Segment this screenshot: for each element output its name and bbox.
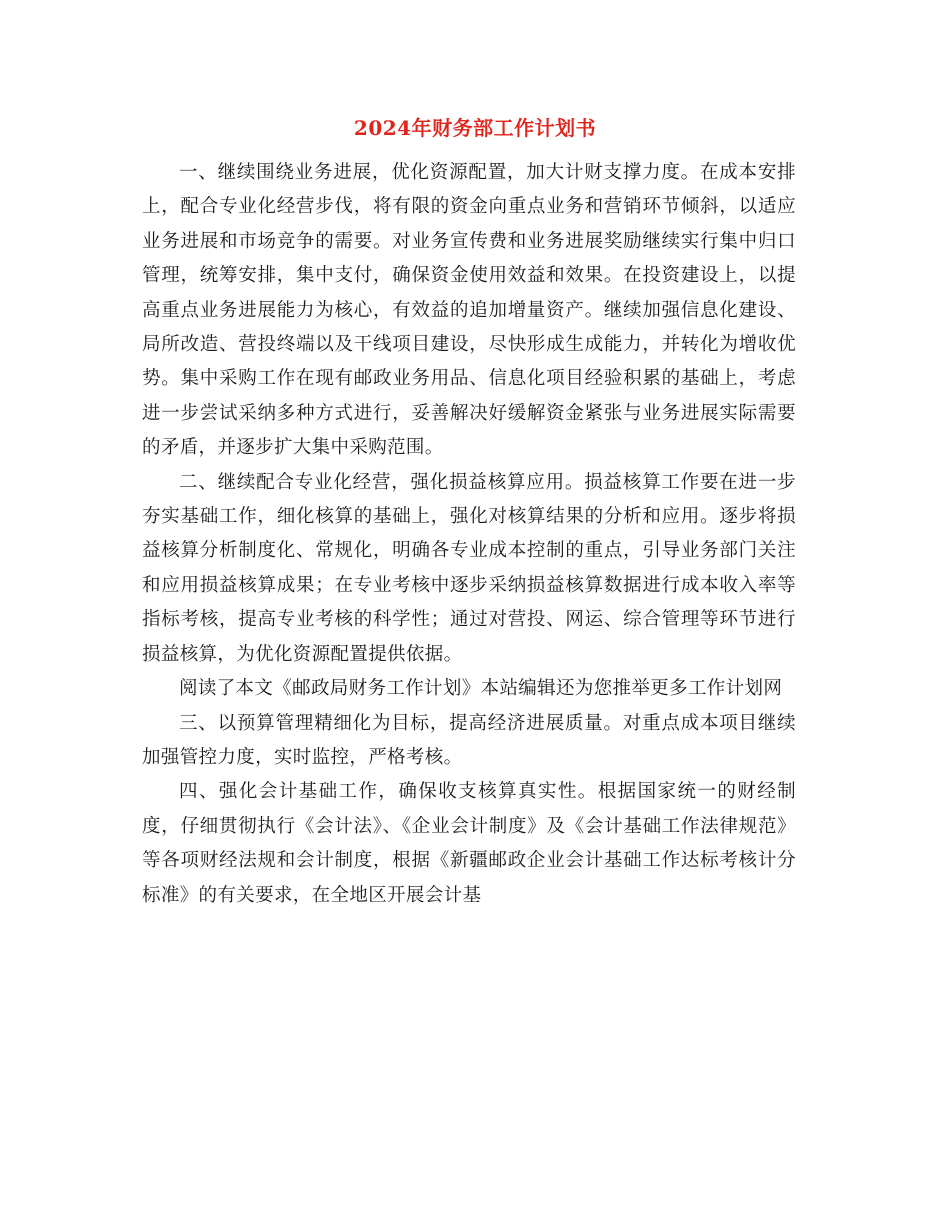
paragraph-3: 阅读了本文《邮政局财务工作计划》本站编辑还为您推举更多工作计划网 — [179, 678, 783, 700]
document-body — [142, 156, 796, 913]
document-title: 2024年财务部工作计划书 — [353, 116, 597, 140]
paragraph-5: 四、强化会计基础工作，确保收支核算真实性。根据国家统一的财经制度，仔细贯彻执行《会计法》、《企业会计制度》及《会计基础工作法律规范》等各项财经法规和会计制度，根据《新疆邮政企业会计基础工作达标考核计分标准》的有关要求，在全地区开展会计基 — [142, 781, 796, 906]
paragraph-4: 三、以预算管理精细化为目标，提高经济进展质量。对重点成本项目继续加强管控力度，实时监控，严格考核。 — [142, 712, 796, 768]
paragraph-1: 一、继续围绕业务进展，优化资源配置，加大计财支撑力度。在成本安排上，配合专业化经营步伐，将有限的资金向重点业务和营销环节倾斜，以适应业务进展和市场竞争的需要。对业务宣传费和业务进展奖励继续实行集中归口管理，统筹安排，集中支付，确保资金使用效益和效果。在投资建设上，以提高重点业务进展能力为核心，有效益的追加增量资产。继续加强信息化建设、局所改造、营投终端以及干线项目建设，尽快形成生成能力，并转化为增收优势。集中采购工作在现有邮政业务用品、信息化项目经验积累的基础上，考虑进一步尝试采纳多种方式进行，妥善解决好缓解资金紧张与业务进展实际需要的矛盾，并逐步扩大集中采购范围。 — [142, 162, 796, 459]
paragraph-2: 二、继续配合专业化经营，强化损益核算应用。损益核算工作要在进一步夯实基础工作，细化核算的基础上，强化对核算结果的分析和应用。逐步将损益核算分析制度化、常规化，明确各专业成本控制的重点，引导业务部门关注和应用损益核算成果；在专业考核中逐步采纳损益核算数据进行成本收入率等指标考核，提高专业考核的科学性；通过对营投、网运、综合管理等环节进行损益核算，为优化资源配置提供依据。 — [142, 471, 796, 665]
